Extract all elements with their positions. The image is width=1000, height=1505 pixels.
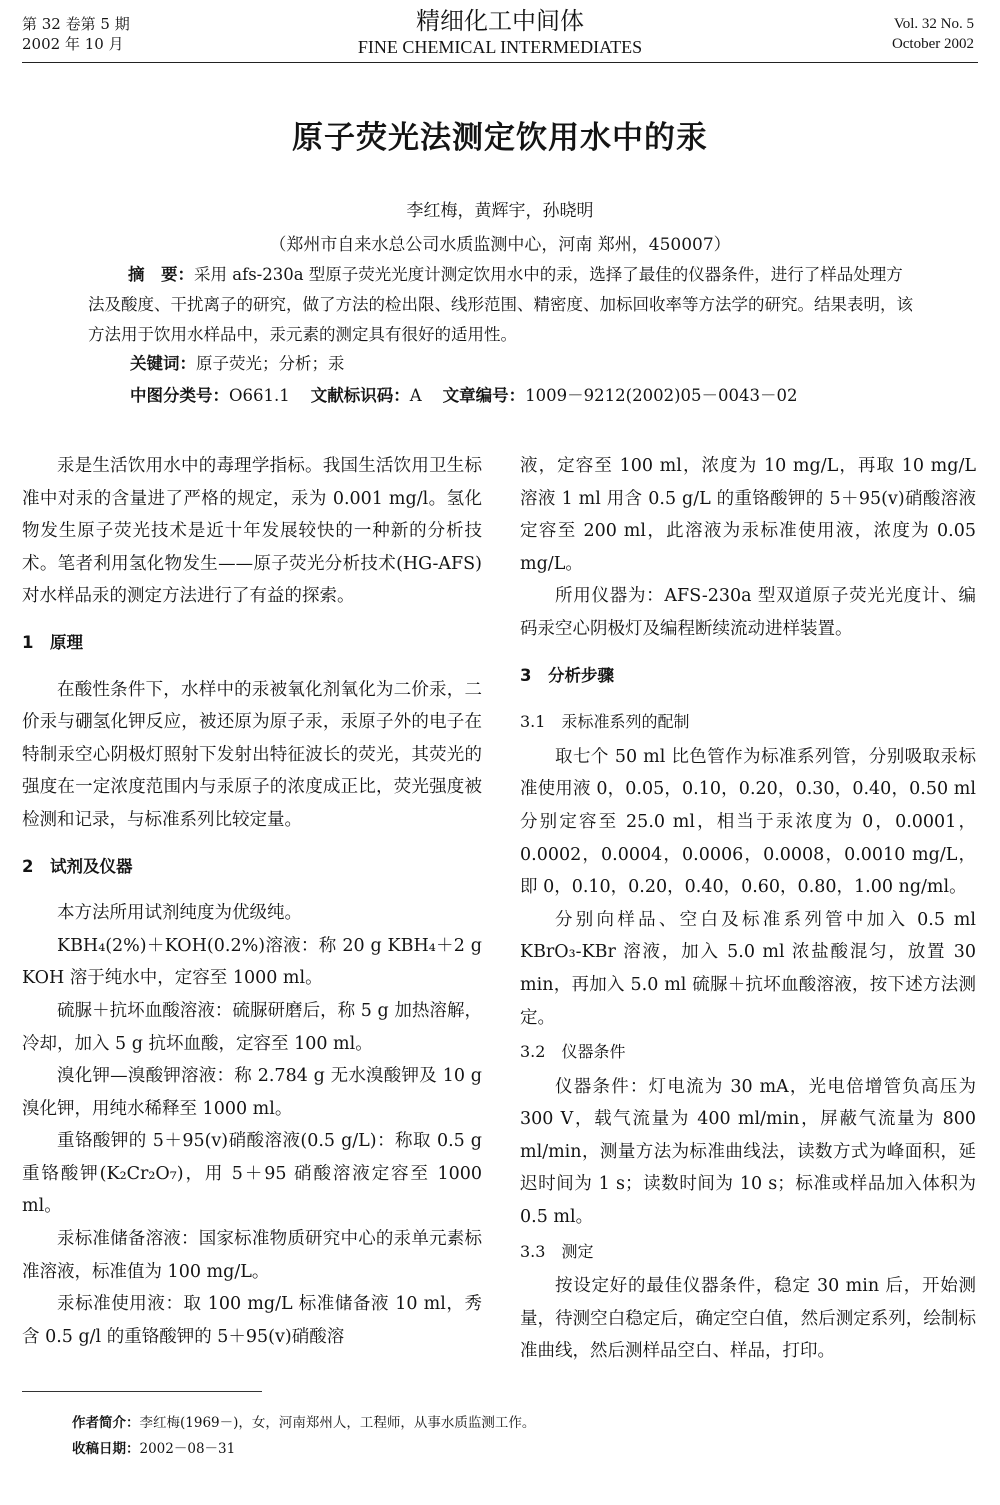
- issue-info-en: [892, 14, 974, 54]
- reagent-bromide: 溴化钾—溴酸钾溶液：称 2.784 g 无水溴酸钾及 10 g 溴化钾，用纯水稀释至 1000 ml。: [22, 1066, 482, 1119]
- keywords-label: 关键词：: [130, 354, 196, 373]
- section-1-heading: 1 原理: [22, 632, 83, 652]
- body-column-left: [22, 450, 482, 1353]
- subsection-3-3-heading: 3.3 测定: [520, 1241, 594, 1261]
- article-number: 1009－9212(2002)05－0043－02: [525, 386, 798, 405]
- received-date-label: 收稿日期：: [72, 1441, 140, 1457]
- section-1-text: 在酸性条件下，水样中的汞被氧化剂氧化为二价汞，二价汞与硼氢化钾反应，被还原为原子汞，汞原子外的电子在特制汞空心阴极灯照射下发射出特征波长的荧光，其荧光的强度在一定浓度范围内与汞原子的浓度成正比，荧光强度被检测和记录，与标准系列比较定量。: [22, 679, 482, 830]
- header-divider: [22, 62, 978, 63]
- doc-code: A: [409, 386, 422, 405]
- instrument-conditions-text: 仪器条件：灯电流为 30 mA，光电倍增管负高压为 300 V，载气流量为 400 ml/min，屏蔽气流量为 800 ml/min，测量方法为标准曲线法，读数方式为峰面积，延迟时间为 1 s；读数时间为 10 s；标准或样品加入体积为 0.5 ml。: [520, 1076, 976, 1228]
- clc-label: 中图分类号：: [130, 386, 229, 405]
- reagent-hg-working: 汞标准使用液：取 100 mg/L 标准储备液 10 ml，秀含 0.5 g/l 的重铬酸钾的 5＋95(v)硝酸溶: [22, 1294, 482, 1347]
- measurement-text: 按设定好的最佳仪器条件，稳定 30 min 后，开始测量，待测空白稳定后，确定空白值，然后测定系列，绘制标准曲线，然后测样品空白、样品，打印。: [520, 1276, 976, 1362]
- body-column-right: [520, 450, 976, 1368]
- instrument-paragraph: 所用仪器为：AFS-230a 型双道原子荧光光度计、编码汞空心阴极灯及编程断续流动进样装置。: [520, 586, 976, 639]
- subsection-3-2-heading: 3.2 仪器条件: [520, 1042, 626, 1062]
- section-3-heading: 3 分析步骤: [520, 665, 614, 685]
- received-date: [72, 1438, 235, 1460]
- author-bio-label: 作者简介：: [72, 1415, 140, 1431]
- abstract: [88, 260, 918, 350]
- reagent-purity: 本方法所用试剂纯度为优级纯。: [57, 903, 302, 924]
- reagent-kbh4: KBH₄(2%)＋KOH(0.2%)溶液：称 20 g KBH₄＋2 g KOH 溶于纯水中，定容至 1000 ml。: [22, 935, 482, 989]
- volume-en: Vol. 32 No. 5: [893, 16, 974, 32]
- date-en: October 2002: [891, 36, 974, 52]
- keywords: 原子荧光；分析；汞: [196, 354, 345, 373]
- standard-series-text: 取七个 50 ml 比色管作为标准系列管，分别吸取汞标准使用液 0，0.05，0.10，0.20，0.30，0.40，0.50 ml 分别定容至 25.0 ml，相当于汞浓度为 0，0.0001，0.0002，0.0004，0.0006，0.0008，0.0010 mg/L，即 0，0.10，0.20，0.40，0.60，0.80，1.00 ng/ml。: [520, 746, 976, 898]
- intro-paragraph: 汞是生活饮用水中的毒理学指标。我国生活饮用卫生标准中对汞的含量进了严格的规定，汞为 0.001 mg/l。氢化物发生原子荧光技术是近十年发展较快的一种新的分析技术。笔者利用氢化物发生——原子荧光分析技术(HG-AFS)对水样品汞的测定方法进行了有益的探索。: [22, 456, 482, 607]
- author-list: 李红梅，黄辉宇，孙晓明: [406, 201, 594, 221]
- received-date-value: 2002－08－31: [139, 1441, 236, 1457]
- author-affiliation: （郑州市自来水总公司水质监测中心，河南 郑州，450007）: [269, 235, 731, 255]
- reagent-thiourea: 硫脲＋抗坏血酸溶液：硫脲研磨后，称 5 g 加热溶解，冷却，加入 5 g 抗坏血酸，定容至 100 ml。: [22, 1000, 482, 1054]
- subsection-3-1-heading: 3.1 汞标准系列的配制: [520, 712, 690, 732]
- article-number-label: 文章编号：: [442, 386, 526, 405]
- journal-name-en: FINE CHEMICAL INTERMEDIATES: [357, 37, 643, 57]
- article-title: 原子荧光法测定饮用水中的汞: [292, 120, 708, 156]
- reagent-hg-stock: 汞标准储备溶液：国家标准物质研究中心的汞单元素标准溶液，标准值为 100 mg/L。: [22, 1229, 482, 1282]
- author-bio: [72, 1412, 535, 1434]
- clc-code: O661.1: [229, 386, 290, 405]
- date-cn: 2002 年 10 月: [22, 35, 124, 53]
- abstract-label: 摘 要：: [128, 265, 194, 284]
- abstract-text: 采用 afs-230a 型原子荧光光度计测定饮用水中的汞，选择了最佳的仪器条件，进行了样品处理方法及酸度、干扰离子的研究，做了方法的检出限、线形范围、精密度、加标回收率等方法学的研究。结果表明，该方法用于饮用水样品中，汞元素的测定具有很好的适用性。: [88, 265, 913, 344]
- author-bio-text: 李红梅(1969－)，女，河南郑州人，工程师，从事水质监测工作。: [139, 1415, 536, 1431]
- keywords-line: [130, 352, 345, 376]
- volume-cn: 第 32 卷第 5 期: [22, 15, 130, 33]
- section-2-heading: 2 试剂及仪器: [22, 856, 133, 876]
- footnote-divider: [22, 1391, 262, 1392]
- sample-treatment-text: 分别向样品、空白及标准系列管中加入 0.5 ml KBrO₃-KBr 溶液，加入 5.0 ml 浓盐酸混匀，放置 30 min，再加入 5.0 ml 硫脲＋抗坏血酸溶液，按下述方法测定。: [520, 909, 976, 1028]
- reagent-dichromate: 重铬酸钾的 5＋95(v)硝酸溶液(0.5 g/L)：称取 0.5 g 重铬酸钾(K₂Cr₂O₇)，用 5＋95 硝酸溶液定容至 1000 ml。: [22, 1131, 482, 1217]
- classification-line: [130, 384, 798, 408]
- journal-masthead: [0, 6, 1000, 58]
- working-solution-continued: 液，定容至 100 ml，浓度为 10 mg/L，再取 10 mg/L 溶液 1 ml 用含 0.5 g/L 的重铬酸钾的 5＋95(v)硝酸溶液定容至 200 ml，此溶液为汞标准使用液，浓度为 0.05 mg/L。: [520, 456, 976, 574]
- doc-code-label: 文献标识码：: [310, 386, 410, 405]
- journal-name-cn: 精细化工中间体: [416, 7, 584, 35]
